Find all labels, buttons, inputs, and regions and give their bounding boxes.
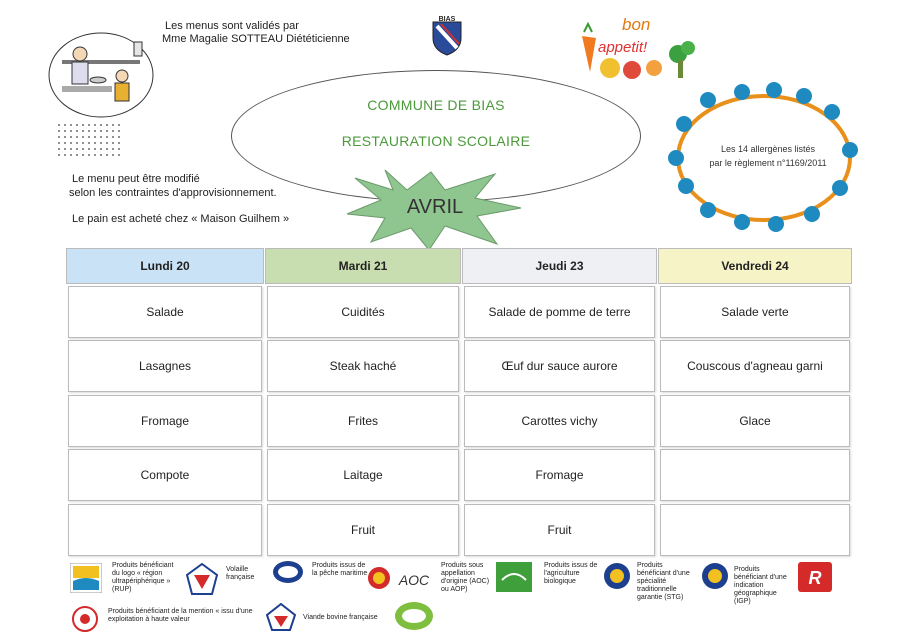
menu-cell: Compote xyxy=(68,449,262,501)
menu-cell: Salade verte xyxy=(660,286,850,338)
allergen-icon-9 xyxy=(768,216,784,232)
allergen-icon-7 xyxy=(832,180,848,196)
menu-cell xyxy=(660,449,850,501)
stg-label: Produits bénéficiant d'une spécialité traditionnelle garantie (STG) xyxy=(637,562,690,601)
aoc-label: Produits sous appellation d'origine (AOC) ou AOP) xyxy=(441,562,490,593)
dietitian-line1: Les menus sont validés par xyxy=(165,20,299,32)
menu-cell: Fromage xyxy=(464,449,655,501)
allergen-icon-12 xyxy=(678,178,694,194)
stg-logo xyxy=(603,562,631,590)
service-title: RESTAURATION SCOLAIRE xyxy=(341,133,531,149)
bread-note: Le pain est acheté chez « Maison Guilhem » xyxy=(72,213,290,225)
canteen-illustration xyxy=(48,32,154,118)
menu-cell: Cuidités xyxy=(267,286,459,338)
day-header: Vendredi 24 xyxy=(658,248,852,284)
modify-note-line1: Le menu peut être modifié xyxy=(72,173,200,185)
bias-logo-text: BIAS xyxy=(438,16,456,23)
menu-cell: Fruit xyxy=(267,504,459,556)
menu-cell: Carottes vichy xyxy=(464,395,655,447)
commune-title: COMMUNE DE BIAS xyxy=(367,97,505,113)
aop-logo xyxy=(367,566,391,590)
menu-cell: Frites xyxy=(267,395,459,447)
allergen-icon-14 xyxy=(676,116,692,132)
allergen-icon-3 xyxy=(766,82,782,98)
igp-label: Produits bénéficiant d'une indication géographique (IGP) xyxy=(734,566,787,605)
allergen-icon-5 xyxy=(824,104,840,120)
peche-label: Produits issus de la pêche maritime xyxy=(312,562,368,577)
bias-logo xyxy=(431,14,463,56)
month-label: AVRIL xyxy=(406,196,464,218)
day-header: Mardi 21 xyxy=(265,248,461,284)
menu-cell: Salade xyxy=(68,286,262,338)
label-rouge-text: R xyxy=(808,568,822,588)
allergen-icon-1 xyxy=(700,92,716,108)
allergen-icon-11 xyxy=(700,202,716,218)
menu-cell: Laitage xyxy=(267,449,459,501)
aoc-logo xyxy=(395,565,433,593)
viande-label: Viande bovine française xyxy=(303,614,378,621)
hve-label: Produits bénéficiant de la mention « issu d'une exploitation à haute valeur xyxy=(108,608,253,623)
allergens-title-line1: Les 14 allergènes listés xyxy=(720,144,816,154)
allergen-icon-10 xyxy=(734,214,750,230)
menu-cell xyxy=(660,504,850,556)
bon-appetit-illustration xyxy=(570,10,710,86)
allergen-icon-13 xyxy=(668,150,684,166)
appetit-text: appetit! xyxy=(598,39,648,56)
menu-cell: Fromage xyxy=(68,395,262,447)
menu-cell xyxy=(68,504,262,556)
day-header: Jeudi 23 xyxy=(462,248,657,284)
menu-cell: Lasagnes xyxy=(68,340,262,392)
allergen-icon-2 xyxy=(734,84,750,100)
rup-label: Produits bénéficiant du logo « région ultrapériphérique » (RUP) xyxy=(112,562,174,593)
peche-logo xyxy=(272,560,304,584)
igp-logo xyxy=(701,562,729,590)
rup-logo xyxy=(70,563,102,593)
volaille-francaise-logo xyxy=(186,563,218,595)
allergen-icon-4 xyxy=(796,88,812,104)
day-header: Lundi 20 xyxy=(66,248,264,284)
notes xyxy=(69,172,290,226)
month-starburst xyxy=(345,168,525,252)
aoc-logo-text: AOC xyxy=(398,572,430,588)
volaille-label: Volaille française xyxy=(226,566,255,581)
allergens-title-line2: par le règlement n°1169/2011 xyxy=(709,158,827,168)
modify-note-line2: selon les contraintes d'approvisionnement. xyxy=(69,187,277,199)
allergen-icon-8 xyxy=(804,206,820,222)
menu-cell: Couscous d'agneau garni xyxy=(660,340,850,392)
bon-text: bon xyxy=(622,15,651,34)
menu-cell: Fruit xyxy=(464,504,655,556)
label-rouge-logo xyxy=(798,562,832,592)
dietitian-line2: Mme Magalie SOTTEAU Diététicienne xyxy=(162,33,350,45)
menu-cell: Œuf dur sauce aurore xyxy=(464,340,655,392)
bio-label: Produits issus de l'agriculture biologique xyxy=(544,562,598,585)
menu-cell: Glace xyxy=(660,395,850,447)
menu-cell: Steak haché xyxy=(267,340,459,392)
allergen-icon-6 xyxy=(842,142,858,158)
dotted-decoration xyxy=(56,122,122,158)
viande-bovine-logo xyxy=(266,603,296,631)
hve-logo xyxy=(72,606,98,632)
saveurs-logo xyxy=(394,601,434,631)
bio-logo xyxy=(496,562,532,592)
menu-cell: Salade de pomme de terre xyxy=(464,286,655,338)
dietitian-note xyxy=(162,20,350,46)
allergens-diagram xyxy=(664,78,864,238)
